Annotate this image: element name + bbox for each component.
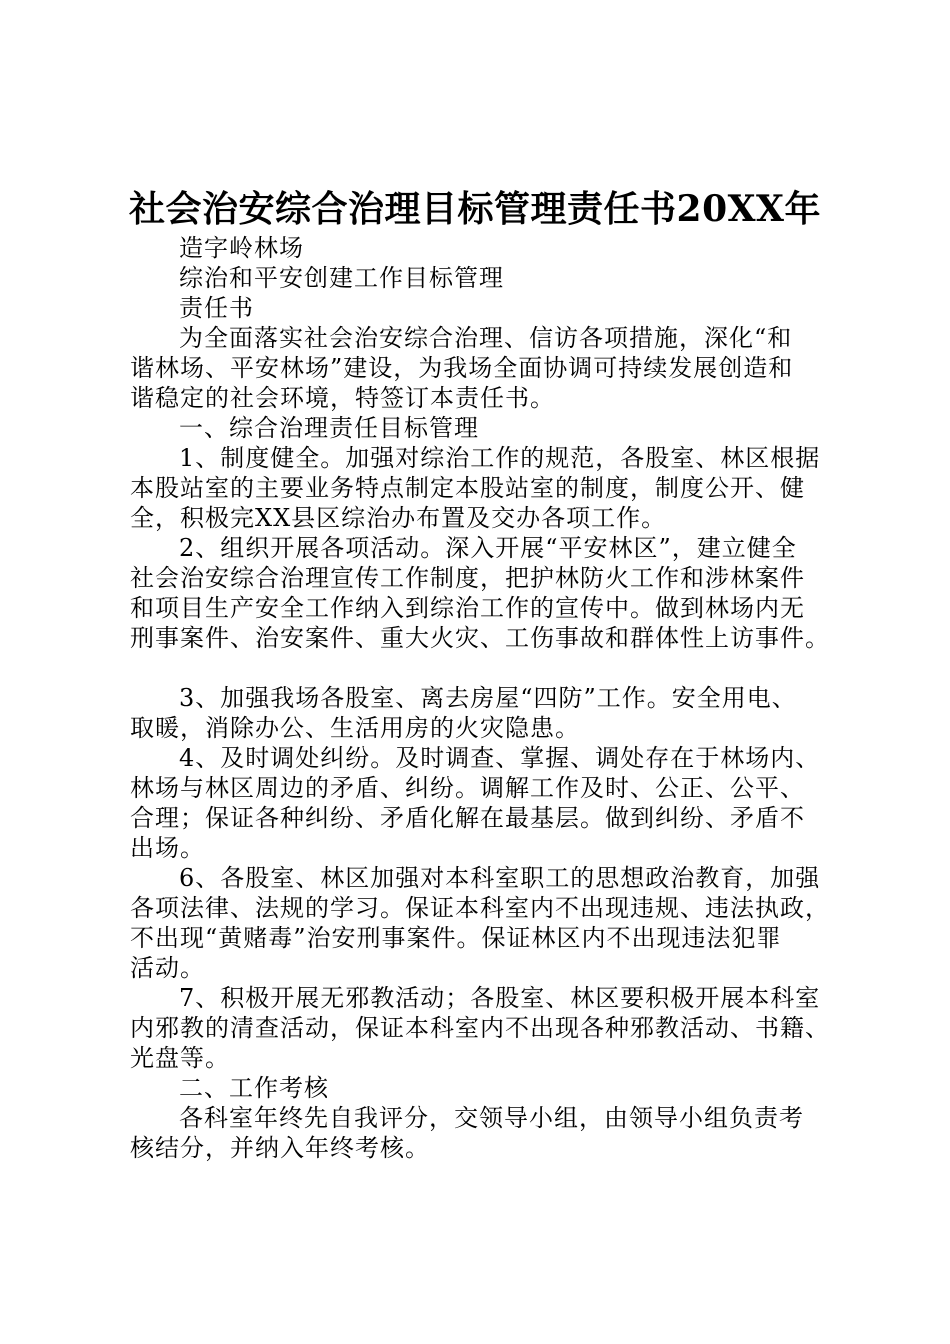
item-6-line: 活动。 [130,954,205,982]
item-7-line: 内邪教的清查活动，保证本科室内不出现各种邪教活动、书籍、 [130,1014,830,1042]
item-7-line: 7、积极开展无邪教活动；各股室、林区要积极开展本科室 [179,984,821,1012]
item-2-line: 社会治安综合治理宣传工作制度，把护林防火工作和涉林案件 [130,564,805,592]
assessment-line: 各科室年终先自我评分，交领导小组，由领导小组负责考 [179,1104,804,1132]
item-6-line: 6、各股室、林区加强对本科室职工的思想政治教育，加强 [179,864,821,892]
blank-line [130,653,830,683]
item-6-line: 各项法律、法规的学习。保证本科室内不出现违规、违法执政， [130,894,830,922]
item-2-line: 2、组织开展各项活动。深入开展“平安林区”，建立健全 [179,534,797,562]
document-body [130,233,830,1163]
section-heading-1: 一、综合治理责任目标管理 [179,414,479,442]
section-heading-2: 二、工作考核 [179,1074,329,1102]
intro-line: 谐稳定的社会环境，特签订本责任书。 [130,384,555,412]
item-4-line: 出场。 [130,834,205,862]
item-3-line: 取暖，消除办公、生活用房的火灾隐患。 [130,714,580,742]
header-line-subject: 综治和平安创建工作目标管理 [179,264,504,292]
assessment-line: 核结分，并纳入年终考核。 [130,1134,430,1162]
item-1-line: 本股站室的主要业务特点制定本股站室的制度，制度公开、健 [130,474,805,502]
item-3-line: 3、加强我场各股室、离去房屋“四防”工作。安全用电、 [179,684,797,712]
intro-line: 为全面落实社会治安综合治理、信访各项措施，深化“和 [179,324,793,352]
item-4-line: 林场与林区周边的矛盾、纠纷。调解工作及时、公正、公平、 [130,774,805,802]
item-4-line: 4、及时调处纠纷。及时调查、掌握、调处存在于林场内、 [179,744,821,772]
item-4-line: 合理；保证各种纠纷、矛盾化解在最基层。做到纠纷、矛盾不 [130,804,805,832]
item-1-line: 1、制度健全。加强对综治工作的规范，各股室、林区根据 [179,444,821,472]
document-title: 社会治安综合治理目标管理责任书20XX年 [129,188,821,230]
header-line-organization: 造字岭林场 [179,234,304,262]
item-7-line: 光盘等。 [130,1044,230,1072]
item-2-line: 和项目生产安全工作纳入到综治工作的宣传中。做到林场内无 [130,594,805,622]
item-1-line: 全，积极完XX县区综治办布置及交办各项工作。 [130,504,667,532]
intro-line: 谐林场、平安林场”建设，为我场全面协调可持续发展创造和 [130,354,794,382]
header-line-doc-type: 责任书 [179,294,254,322]
item-2-line: 刑事案件、治安案件、重大火灾、工伤事故和群体性上访事件。 [130,624,830,652]
item-6-line: 不出现“黄赌毒”治安刑事案件。保证林区内不出现违法犯罪 [130,924,782,952]
